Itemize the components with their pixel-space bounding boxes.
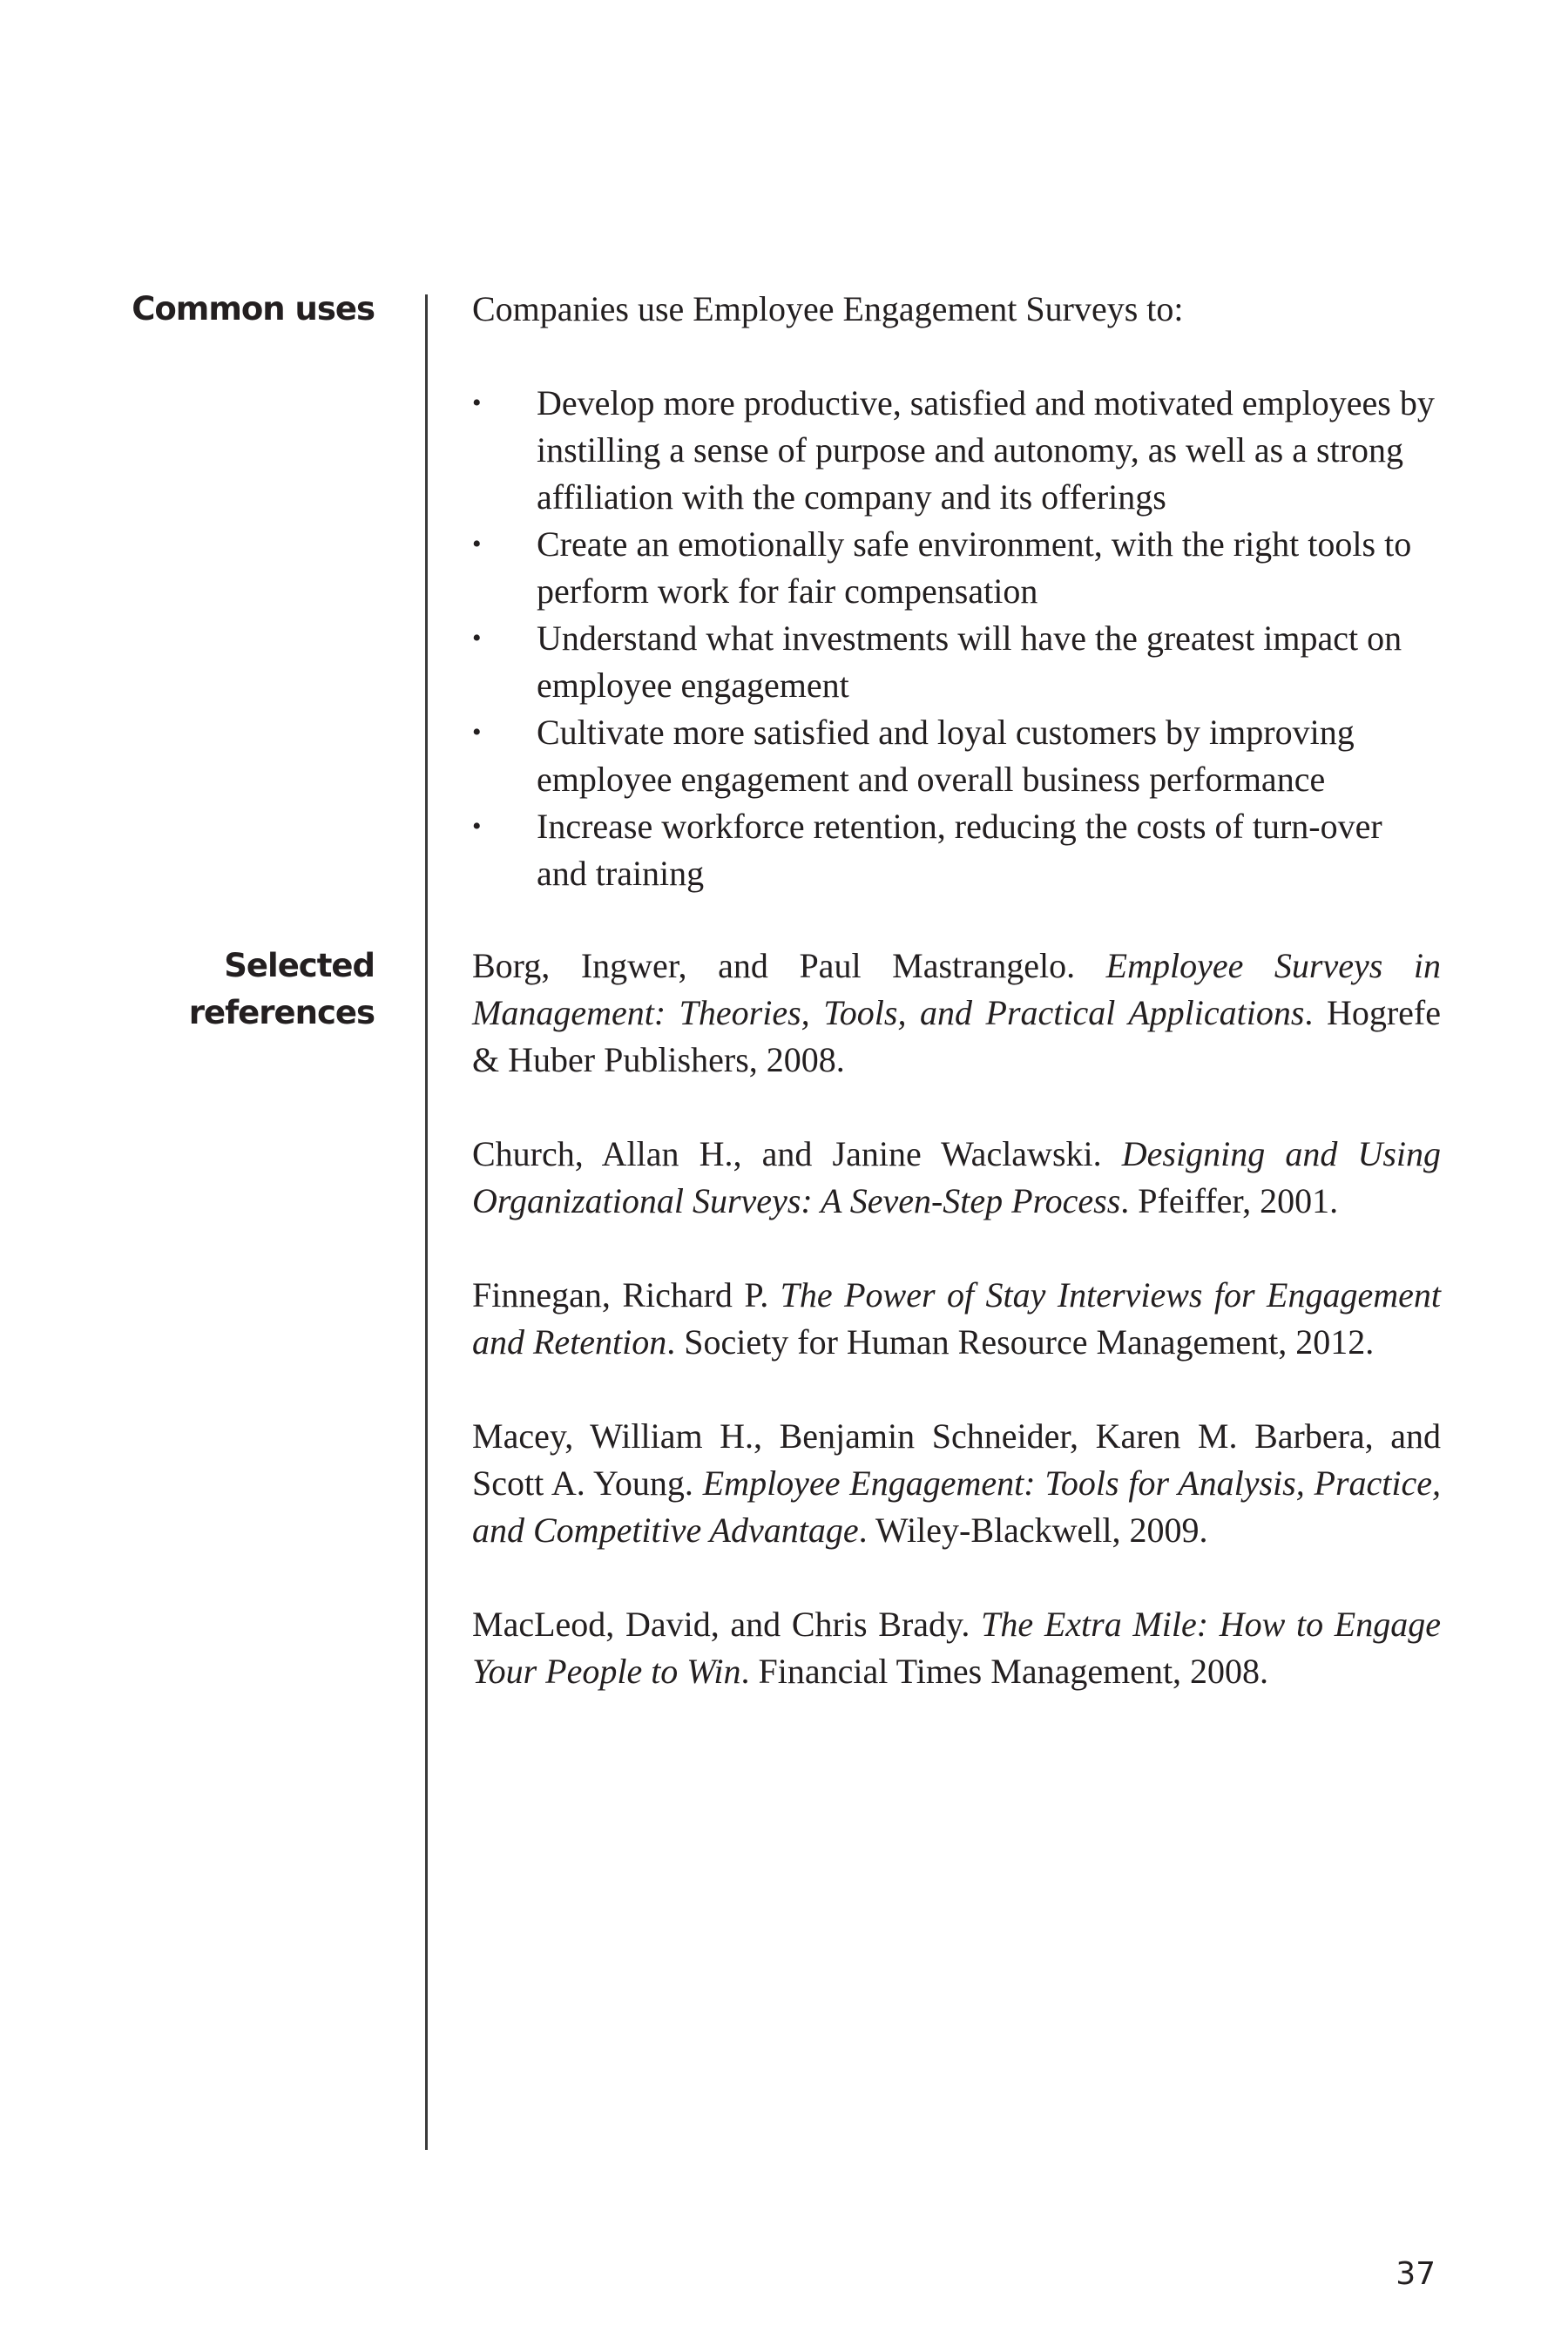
list-item: • Increase workforce retention, reducing the costs of turn-over and training (472, 803, 1441, 897)
bullet-icon: • (472, 530, 482, 558)
common-uses-heading: Common uses (132, 290, 375, 328)
vertical-divider (425, 294, 428, 2150)
reference-entry: Finnegan, Richard P. The Power of Stay Interviews for Engagement and Retention. Society for Human Resource Management, 2012. (472, 1275, 1441, 1362)
list-item: • Develop more productive, satisfied and motivated employees by instilling a sense of purpose and autonomy, as well as a strong affiliation with the company and its offerings (472, 380, 1441, 521)
bullet-icon: • (472, 812, 482, 841)
selected-references-heading: Selected references (188, 947, 375, 1031)
bullet-icon: • (472, 389, 482, 417)
reference-entry: MacLeod, David, and Chris Brady. The Extra Mile: How to Engage Your People to Win. Financial Times Management, 2008. (472, 1605, 1441, 1691)
bullet-icon: • (472, 718, 482, 747)
reference-entry: Borg, Ingwer, and Paul Mastrangelo. Employee Surveys in Management: Theories, Tools, and Practical Applications. Hogrefe & Huber Publishers, 2008. (472, 946, 1442, 1079)
reference-entry: Church, Allan H., and Janine Waclawski. Designing and Using Organizational Surveys: A Seven-Step Process. Pfeiffer, 2001. (472, 1134, 1442, 1220)
list-item: • Create an emotionally safe environment, with the right tools to perform work for fair compensation (472, 521, 1441, 615)
reference-entry: Macey, William H., Benjamin Schneider, Karen M. Barbera, and Scott A. Young. Employee Engagement: Tools for Analysis, Practice, and Competitive Advantage. Wiley-Blackwell, 2009. (472, 1416, 1442, 1550)
page-number: 37 (1396, 2256, 1436, 2292)
bullet-icon: • (472, 624, 482, 652)
common-uses-list (472, 380, 1441, 897)
references-list (472, 943, 1441, 1742)
list-item: • Understand what investments will have the greatest impact on employee engagement (472, 615, 1441, 709)
common-uses-intro: Companies use Employee Engagement Surveys to: (472, 289, 1184, 328)
list-item: • Cultivate more satisfied and loyal customers by improving employee engagement and overall business performance (472, 709, 1441, 803)
